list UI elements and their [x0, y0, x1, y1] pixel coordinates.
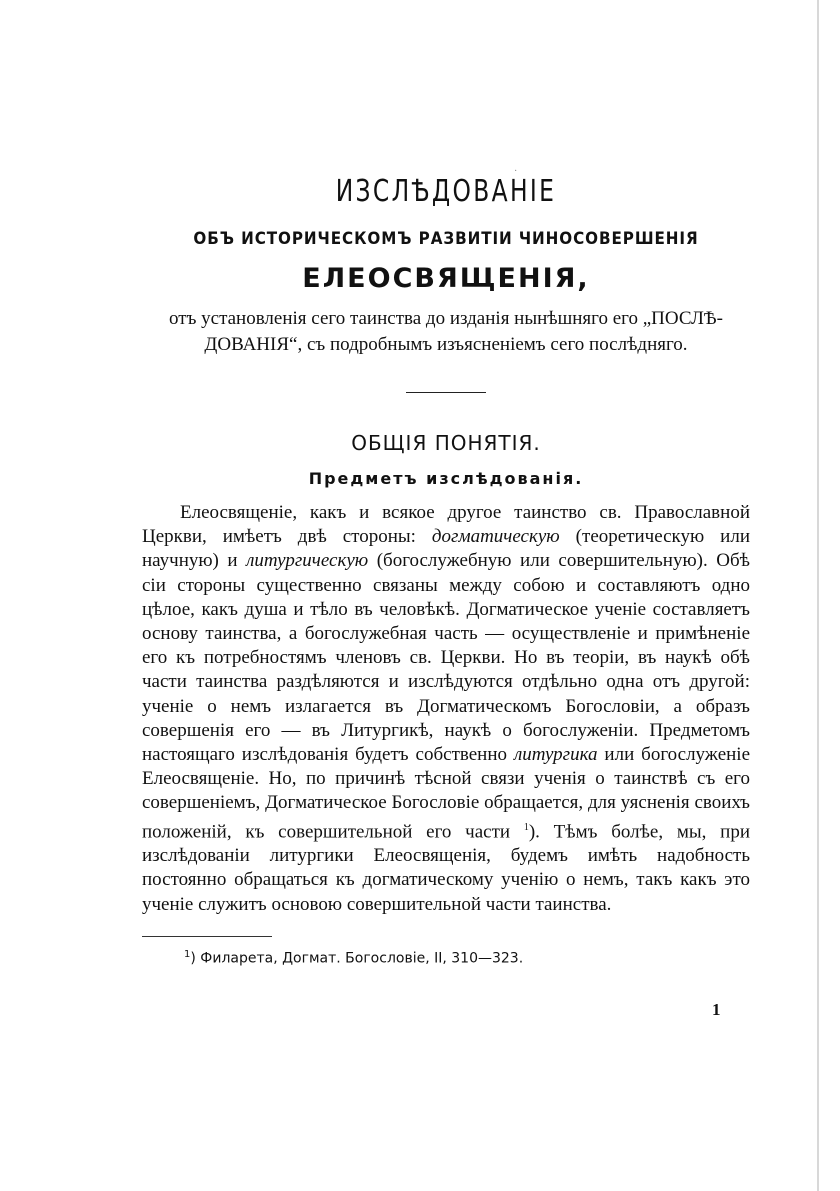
footnote-text: ) Филарета, Догмат. Богословіе, II, 310—323. [190, 950, 524, 967]
title-main: ИЗСЛѢДОВАНІЕ [335, 174, 557, 209]
title-description: отъ установленія сего таинства до изданія нынѣшняго его „ПОСЛѢ-ДОВАНІЯ“, съ подробнымъ изъясненіемъ сего послѣдняго. [169, 308, 723, 355]
document-page [142, 172, 750, 968]
body-paragraph [142, 501, 750, 917]
title-large: ЕЛЕОСВЯЩЕНІЯ, [302, 263, 590, 294]
body-text-part: ). Тѣмъ болѣе, мы, при изслѣдованіи литургики Елеосвященія, будемъ имѣть надобность постоянно обращаться къ догматическому ученію о немъ, такъ какъ это ученіе служитъ основою совершительной части таинства. [142, 820, 750, 915]
section-title: ОБЩІЯ ПОНЯТІЯ. [351, 431, 541, 455]
page-edge-line [817, 0, 819, 1191]
footnote [142, 945, 750, 969]
body-emphasis: литургика [513, 744, 598, 766]
body-text-part: (богослужебную или совершительную). Обѣ сіи стороны существенно связаны между собою и составляютъ одно цѣлое, какъ душа и тѣло въ человѣкѣ. Догматическое ученіе составляетъ основу таинства, а богослужебная часть — осуществленіе и примѣненіе его къ потребностямъ членовъ св. Церкви. Но въ теоріи, въ наукѣ обѣ части таинства раздѣляются и изслѣдуются отдѣльно одна отъ другой: ученіе о немъ излагается въ Догматическомъ Богословіи, а образъ совершенія его — въ Литургикѣ, наукѣ о богослуженіи. Предметомъ настоящаго изслѣдованія будетъ собственно [142, 550, 750, 766]
footnote-marker: 1 [184, 948, 191, 960]
printer-speck: · [514, 166, 518, 177]
body-emphasis: догматическую [431, 526, 560, 548]
title-divider [406, 392, 486, 393]
footnote-reference: 1 [523, 821, 529, 833]
body-text-part: или богослуженіе Елеосвященіе. Но, по причинѣ тѣсной связи ученія о таинствѣ съ его совершеніемъ, Догматическое Богословіе обращается, для уясненія своихъ положеній, къ совершительной его части [142, 744, 751, 842]
body-emphasis: литургическую [246, 550, 369, 572]
page-number: 1 [712, 1000, 721, 1019]
title-subtitle: ОБЪ ИСТОРИЧЕСКОМЪ РАЗВИТІИ ЧИНОСОВЕРШЕНІЯ [193, 229, 699, 248]
subsection-title: Предметъ изслѣдованія. [308, 469, 584, 488]
footnote-rule [142, 936, 272, 937]
body-text-part: (теоретическую или научную) и [142, 526, 750, 572]
body-text-part: Елеосвященіе, какъ и всякое другое таинство св. Православной Церкви, имѣетъ двѣ стороны: [142, 502, 750, 548]
